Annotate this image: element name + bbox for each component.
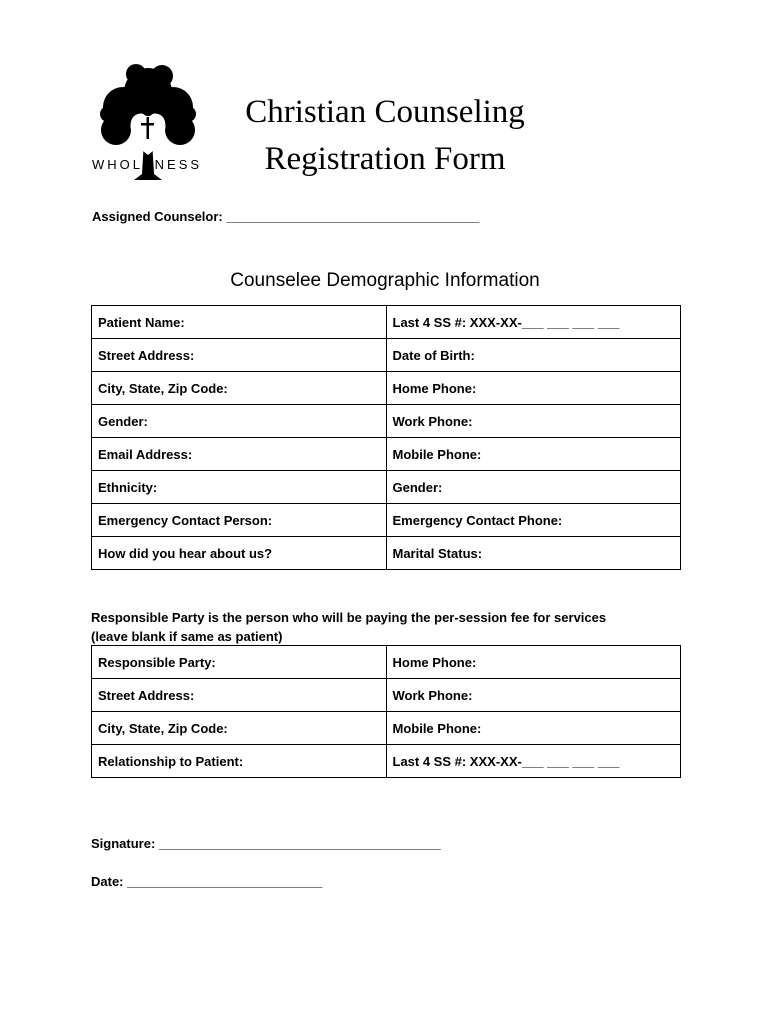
table-row xyxy=(92,372,681,405)
form-cell[interactable]: Last 4 SS #: XXX-XX-___ ___ ___ ___ xyxy=(386,306,681,339)
form-cell[interactable]: Last 4 SS #: XXX-XX-___ ___ ___ ___ xyxy=(386,745,681,778)
form-cell[interactable]: Marital Status: xyxy=(386,537,681,570)
form-cell[interactable]: Date of Birth: xyxy=(386,339,681,372)
assigned-counselor-field[interactable]: Assigned Counselor: ___________________________________ xyxy=(92,209,480,224)
form-cell[interactable]: Home Phone: xyxy=(386,372,681,405)
date-field[interactable]: Date: ___________________________ xyxy=(91,874,323,889)
demographics-table xyxy=(91,305,681,570)
form-cell[interactable]: Gender: xyxy=(92,405,387,438)
table-row xyxy=(92,306,681,339)
table-row xyxy=(92,405,681,438)
table-row xyxy=(92,646,681,679)
form-cell[interactable]: Street Address: xyxy=(92,679,387,712)
form-cell[interactable]: How did you hear about us? xyxy=(92,537,387,570)
table-row xyxy=(92,712,681,745)
form-cell[interactable]: Ethnicity: xyxy=(92,471,387,504)
table-row xyxy=(92,438,681,471)
form-cell[interactable]: Responsible Party: xyxy=(92,646,387,679)
form-cell[interactable]: City, State, Zip Code: xyxy=(92,712,387,745)
responsible-note-line1: Responsible Party is the person who will be paying the per-session fee for services xyxy=(91,610,607,625)
form-cell[interactable]: City, State, Zip Code: xyxy=(92,372,387,405)
responsible-note-line2: (leave blank if same as patient) xyxy=(91,629,283,644)
table-row xyxy=(92,504,681,537)
responsible-party-note xyxy=(91,608,606,646)
form-cell[interactable]: Relationship to Patient: xyxy=(92,745,387,778)
logo-text: WHOLENESS xyxy=(92,157,203,172)
form-cell[interactable]: Emergency Contact Person: xyxy=(92,504,387,537)
form-cell[interactable]: Email Address: xyxy=(92,438,387,471)
page-title-line2: Registration Form xyxy=(264,141,506,177)
table-row xyxy=(92,537,681,570)
form-cell[interactable]: Work Phone: xyxy=(386,405,681,438)
table-row xyxy=(92,471,681,504)
responsible-party-table xyxy=(91,645,681,778)
form-cell[interactable]: Emergency Contact Phone: xyxy=(386,504,681,537)
table-row xyxy=(92,339,681,372)
form-cell[interactable]: Mobile Phone: xyxy=(386,438,681,471)
demographics-heading: Counselee Demographic Information xyxy=(230,270,540,291)
form-cell[interactable]: Gender: xyxy=(386,471,681,504)
page-title-line1: Christian Counseling xyxy=(245,94,525,130)
signature-field[interactable]: Signature: _______________________________________ xyxy=(91,836,441,851)
table-row xyxy=(92,745,681,778)
form-cell[interactable]: Street Address: xyxy=(92,339,387,372)
form-cell[interactable]: Patient Name: xyxy=(92,306,387,339)
form-cell[interactable]: Home Phone: xyxy=(386,646,681,679)
table-row xyxy=(92,679,681,712)
form-cell[interactable]: Work Phone: xyxy=(386,679,681,712)
form-cell[interactable]: Mobile Phone: xyxy=(386,712,681,745)
